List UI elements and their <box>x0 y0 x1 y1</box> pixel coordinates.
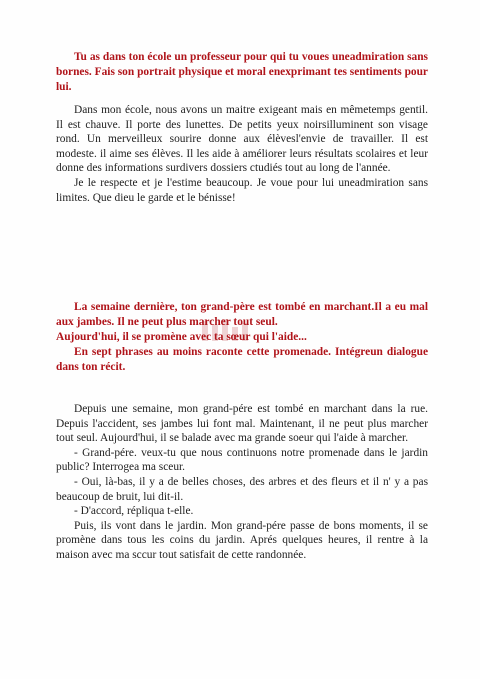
prompt-line: En sept phrases au moins raconte cette promenade. Intégreun dialogue dans ton récit. <box>56 346 428 373</box>
essay-answer-1 <box>56 103 428 205</box>
essay-prompt-1 <box>56 50 428 95</box>
prompt-line: La semaine dernière, ton grand-père est tombé en marchant.Il a eu mal aux jambes. Il ne peut plus marcher tout seul. <box>56 301 428 328</box>
essay-prompt-2 <box>56 300 428 375</box>
prompt-text: Tu as dans ton école un professeur pour qui tu voues uneadmiration sans bornes. Fais son portrait physique et moral enexprimant tes sentiments pour lui. <box>56 51 428 93</box>
prompt-line: Aujourd'hui, il se promène avec ta sœur qui l'aide... <box>56 331 307 343</box>
paragraph: Dans mon école, nous avons un maitre exigeant mais en mêmetemps gentil. Il est chauve. Il porte des lunettes. De petits yeux noirsilluminent son visage rond. Un merveilleux sourire donne aux élèvesl'envie de travailler. Il est modeste. il aime ses élèves. Il les aide à améliorer leurs résultats scolaires et leur donne des informations surdivers dossiers ctudiés tout au long de l'année. <box>56 104 428 175</box>
paragraph: Depuis une semaine, mon grand-pére est tombé en marchant dans la rue. Depuis l'accident, ses jambes lui font mal. Maintenant, il ne peut plus marcher tout seul. Aujourd'hui, il se balade avec ma grande soeur qui l'aide à marcher. <box>56 403 428 445</box>
dialogue-line: - Grand-pére. veux-tu que nous continuons notre promenade dans le jardin public? Interrogea ma sceur. <box>56 446 428 474</box>
paragraph: Puis, ils vont dans le jardin. Mon grand-pére passe de bons moments, il se promène dans tous les coins du jardin. Aprés quelques heures, il rentre à la maison avec ma sccur tout satisfait de cette randonnée. <box>56 519 428 561</box>
dialogue-line: - D'accord, répliqua t-elle. <box>74 505 194 518</box>
dialogue-line: - Oui, là-bas, il y a de belles choses, des arbres et des fleurs et il n' y a pas beaucoup de bruit, lui dit-il. <box>56 475 428 503</box>
paragraph: Je le respecte et je l'estime beaucoup. Je voue pour lui uneadmiration sans limites. Que dieu le garde et le bénisse! <box>56 176 428 204</box>
essay-answer-2 <box>56 402 428 563</box>
